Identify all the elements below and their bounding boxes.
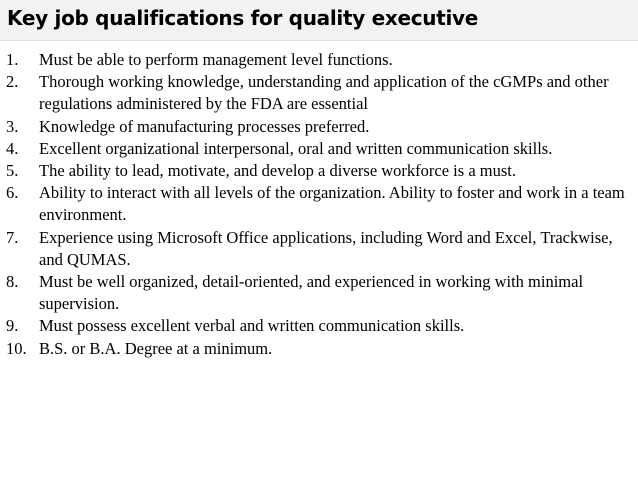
item-number: 8. [6, 272, 19, 292]
item-text: Must be able to perform management level functions. [39, 50, 393, 69]
item-number: 4. [6, 138, 19, 158]
item-text: B.S. or B.A. Degree at a minimum. [39, 338, 273, 358]
list-item [0, 116, 638, 138]
list-item [0, 71, 638, 115]
title-bar [0, 0, 638, 41]
list-item [0, 49, 638, 71]
item-text: Ability to interact with all levels of the organization. Ability to foster and work in a team environment. [39, 183, 625, 225]
item-text: Must possess excellent verbal and written communication skills. [39, 316, 465, 336]
item-text: Excellent organizational interpersonal, oral and written communication skills. [39, 138, 553, 158]
item-number: 5. [6, 161, 19, 181]
item-number: 6. [6, 183, 19, 203]
qualifications-list [0, 49, 638, 360]
item-text: Knowledge of manufacturing processes preferred. [39, 116, 370, 136]
page-title: Key job qualifications for quality executive [7, 6, 479, 30]
item-number: 1. [6, 50, 19, 69]
list-item [0, 227, 638, 271]
list-item [0, 271, 638, 315]
item-number: 7. [6, 227, 19, 247]
list-item [0, 338, 638, 360]
item-text: Must be well organized, detail-oriented, and experienced in working with minimal supervision. [39, 272, 584, 314]
list-item [0, 315, 638, 337]
item-number: 10. [6, 338, 27, 358]
item-text: Thorough working knowledge, understanding and application of the cGMPs and other regulations administered by the FDA are essential [39, 72, 609, 114]
item-number: 2. [6, 72, 19, 92]
item-text: The ability to lead, motivate, and develop a diverse workforce is a must. [39, 161, 516, 181]
list-item [0, 160, 638, 182]
item-text: Experience using Microsoft Office applications, including Word and Excel, Trackwise, and QUMAS. [39, 227, 613, 269]
list-item [0, 182, 638, 226]
list-item [0, 138, 638, 160]
item-number: 3. [6, 116, 19, 136]
item-number: 9. [6, 316, 19, 336]
